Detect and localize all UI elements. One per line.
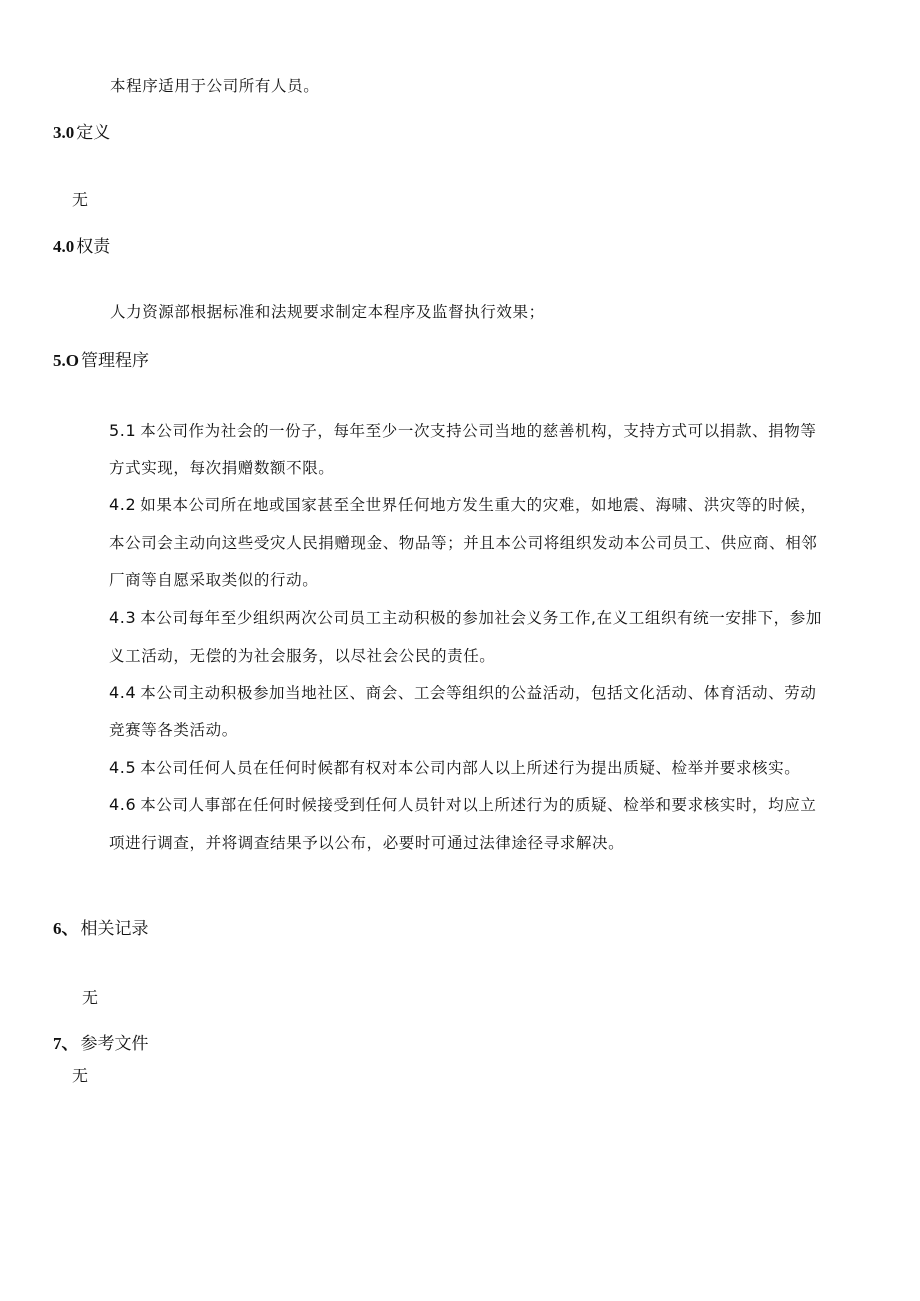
procedure-item-continuation: 项进行调查，并将调查结果予以公布，必要时可通过法律途径寻求解决。 [109, 834, 625, 852]
responsibility-title: 权责 [76, 237, 111, 257]
procedure-number: 5.O [53, 351, 79, 370]
definition-content: 无 [72, 190, 89, 209]
procedure-item-number: 5.1 [109, 421, 137, 440]
references-title: 参考文件 [80, 1034, 149, 1054]
references-content: 无 [72, 1066, 89, 1085]
responsibility-content: 人力资源部根据标准和法规要求制定本程序及监督执行效果； [110, 303, 545, 321]
responsibility-number: 4.0 [53, 237, 75, 256]
procedure-item-number: 4.2 [109, 495, 137, 514]
procedure-item [109, 495, 816, 515]
procedure-item-continuation: 义工活动，无偿的为社会服务，以尽社会公民的责任。 [109, 647, 496, 665]
procedure-item [109, 758, 800, 778]
records-content: 无 [82, 988, 99, 1007]
records-heading [53, 919, 149, 939]
procedure-item [109, 608, 822, 628]
procedure-item-continuation: 本公司会主动向这些受灾人民捐赠现金、物品等；并且本公司将组织发动本公司员工、供应商、相邻 [109, 534, 818, 552]
procedure-item-continuation: 方式实现，每次捐赠数额不限。 [109, 459, 335, 477]
procedure-item-text: 如果本公司所在地或国家甚至全世界任何地方发生重大的灾难，如地震、海啸、洪灾等的时候， [140, 496, 817, 514]
procedure-title: 管理程序 [80, 351, 149, 371]
references-heading [53, 1034, 149, 1054]
definition-title: 定义 [76, 123, 111, 143]
procedure-item-text: 本公司作为社会的一份子，每年至少一次支持公司当地的慈善机构，支持方式可以捐款、捐物等 [140, 422, 817, 440]
procedure-item-number: 4.5 [109, 758, 137, 777]
definition-number: 3.0 [53, 123, 75, 142]
responsibility-heading [53, 237, 110, 257]
definition-heading [53, 123, 110, 143]
references-number: 7、 [53, 1034, 79, 1053]
procedure-item-number: 4.6 [109, 795, 137, 814]
procedure-item-continuation: 厂商等自愿采取类似的行动。 [109, 571, 319, 589]
procedure-heading [53, 351, 149, 371]
procedure-item-text: 本公司任何人员在任何时候都有权对本公司内部人以上所述行为提出质疑、检举并要求核实。 [140, 759, 801, 777]
procedure-item-text: 本公司主动积极参加当地社区、商会、工会等组织的公益活动，包括文化活动、体育活动、劳动 [140, 684, 817, 702]
procedure-item [109, 421, 816, 441]
procedure-item [109, 683, 816, 703]
procedure-item-number: 4.4 [109, 683, 137, 702]
procedure-item-number: 4.3 [109, 608, 137, 627]
procedure-item-continuation: 竞赛等各类活动。 [109, 721, 238, 739]
procedure-item-text: 本公司每年至少组织两次公司员工主动积极的参加社会义务工作,在义工组织有统一安排下，参加 [140, 609, 822, 627]
scope-text: 本程序适用于公司所有人员。 [110, 77, 320, 95]
procedure-item [109, 795, 816, 815]
procedure-item-text: 本公司人事部在任何时候接受到任何人员针对以上所述行为的质疑、检举和要求核实时，均应立 [140, 796, 817, 814]
records-number: 6、 [53, 919, 79, 938]
records-title: 相关记录 [80, 919, 149, 939]
